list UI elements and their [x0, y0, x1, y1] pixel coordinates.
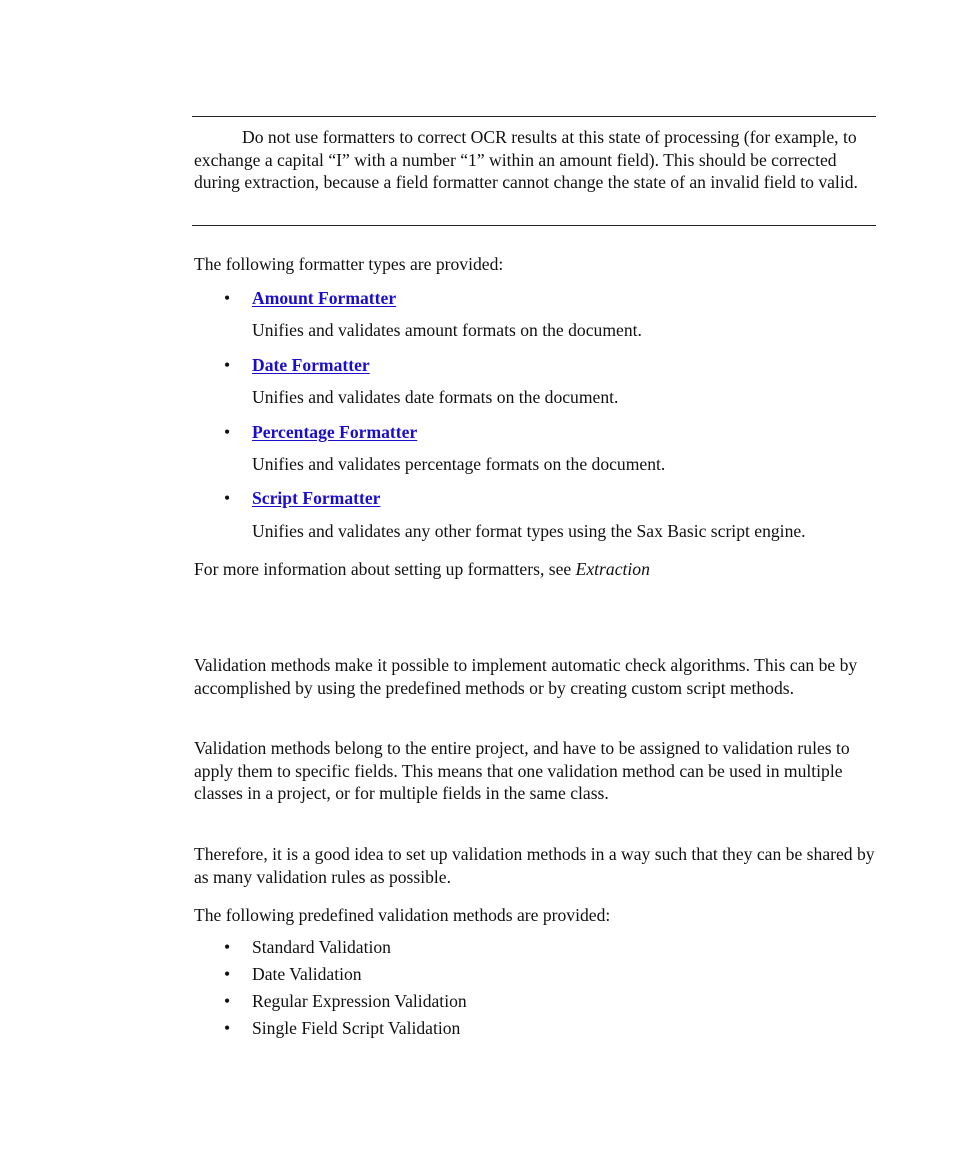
amount-formatter-desc: Unifies and validates amount formats on the document.	[252, 320, 642, 340]
date-formatter-link[interactable]: Date Formatter	[252, 355, 370, 375]
bullet-icon: •	[224, 937, 231, 957]
amount-formatter-link[interactable]: Amount Formatter	[252, 288, 397, 308]
bullet-icon: •	[224, 991, 231, 1011]
percentage-formatter-link[interactable]: Percentage Formatter	[252, 422, 418, 442]
formatters-intro: The following formatter types are provided:	[194, 254, 504, 274]
note-text: Do not use formatters to correct OCR results at this state of processing (for example, to exchange a capital “I” with a number “1” within an amount field). This should be corrected during extraction, because a field formatter cannot change the state of an invalid field to valid.	[194, 127, 858, 192]
date-formatter-desc: Unifies and validates date formats on the document.	[252, 387, 619, 407]
bullet-icon: •	[224, 355, 231, 375]
bullet-icon: •	[224, 422, 231, 442]
validation-paragraph-1: Validation methods make it possible to implement automatic check algorithms. This can be by accomplished by using the predefined methods or by creating custom script methods.	[194, 655, 858, 698]
validation-paragraph-2: Validation methods belong to the entire project, and have to be assigned to validation rules to apply them to specific fields. This means that one validation method can be used in multiple classes in a project, or for multiple fields in the same class.	[194, 738, 850, 803]
validation-method-item: Standard Validation	[252, 937, 391, 957]
script-formatter-link[interactable]: Script Formatter	[252, 488, 381, 508]
script-formatter-desc: Unifies and validates any other format types using the Sax Basic script engine.	[252, 521, 806, 541]
bullet-icon: •	[224, 488, 231, 508]
bullet-icon: •	[224, 964, 231, 984]
bullet-icon: •	[224, 1018, 231, 1038]
validation-methods-intro: The following predefined validation methods are provided:	[194, 905, 611, 925]
validation-method-item: Date Validation	[252, 964, 362, 984]
extraction-reference: Extraction	[575, 559, 650, 579]
note-bottom-rule	[192, 225, 876, 226]
more-info-prefix: For more information about setting up formatters, see	[194, 559, 576, 579]
bullet-icon: •	[224, 288, 231, 308]
percentage-formatter-desc: Unifies and validates percentage formats on the document.	[252, 454, 666, 474]
validation-method-item: Regular Expression Validation	[252, 991, 467, 1011]
validation-method-item: Single Field Script Validation	[252, 1018, 461, 1038]
more-info-text	[194, 558, 876, 581]
note-top-rule	[192, 116, 876, 117]
validation-paragraph-3: Therefore, it is a good idea to set up validation methods in a way such that they can be shared by as many validation rules as possible.	[194, 844, 875, 887]
